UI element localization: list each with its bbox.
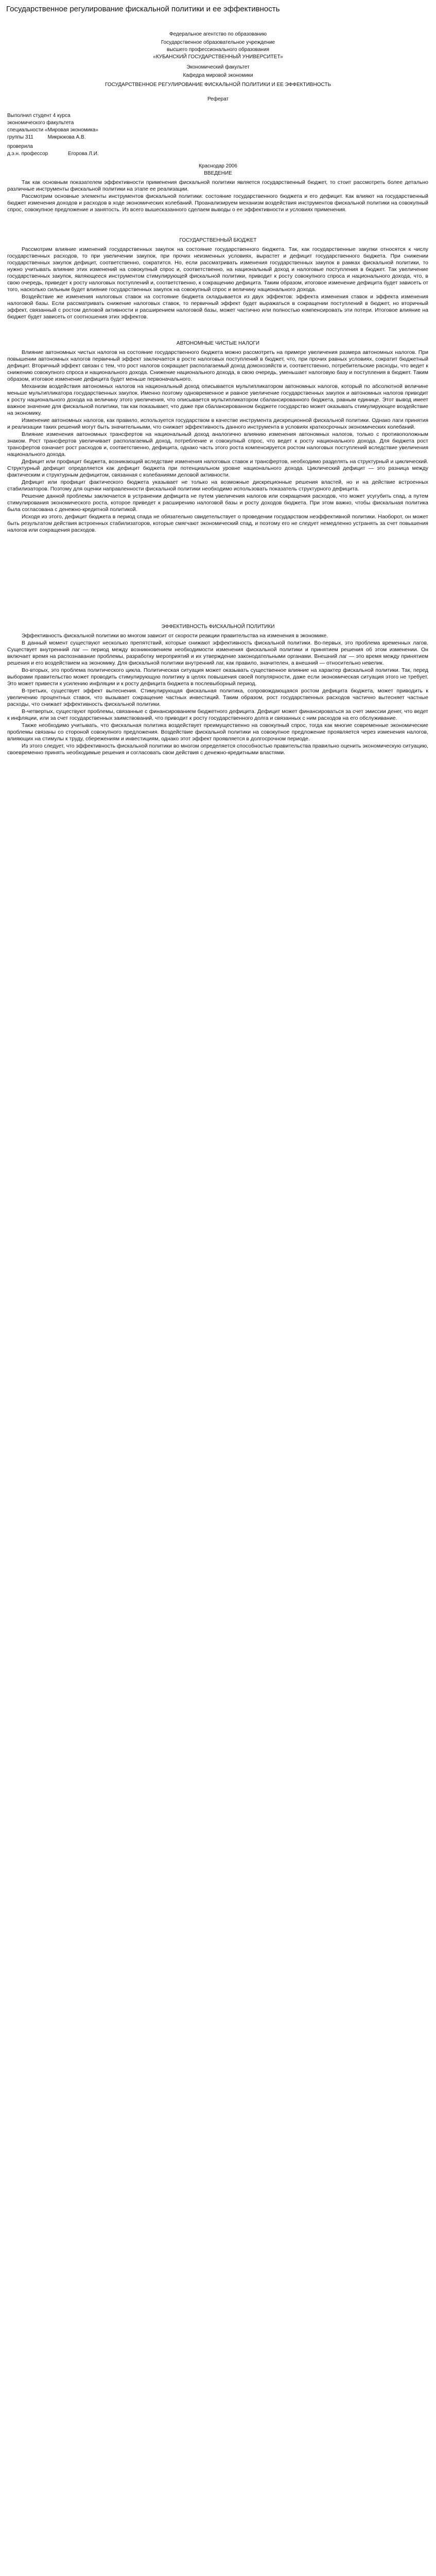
auto-taxes-section: [7, 349, 428, 534]
student-faculty-line: экономического факультета: [7, 120, 74, 126]
institution-line-2: высшего профессионального образования: [167, 47, 269, 53]
efficiency-paragraph: В-четвертых, существуют проблемы, связанные с финансированием бюджетного дефицита. Дефицит может финансироваться за счет эмиссии денег, что ведет к инфляции, или за счет государственных заимствований, что приводит к росту государственного долга и связанных с ним расходов на его обслуживание.: [7, 708, 428, 721]
checked-by-line: проверила: [7, 144, 33, 149]
ministry-line: Федеральное агентство по образованию: [169, 31, 267, 37]
budget-section: [7, 246, 428, 321]
group-student-line: группы 311 Микрюкова А.В.: [7, 134, 86, 140]
auto-taxes-paragraph: Дефицит или профицит бюджета, возникающий вследствие изменения налоговых ставок и трансфертов, необходимо разделять на структурный и циклический. Структурный дефицит определяется как дефицит бюджета при потенциальном уровне национального дохода. Циклический дефицит — это разница между фактическим и структурным дефицитом, связанная с колебаниями деловой активности.: [7, 459, 428, 478]
work-type-line: Реферат: [207, 96, 229, 102]
efficiency-paragraph: Также необходимо учитывать, что фискальная политика воздействует преимущественно на совокупный спрос, тогда как многие современные экономические проблемы связаны со стороной совокупного предложения. Воздействие фискальной политики на совокупное предложение проявляется через изменения налогов, влияющих на стимулы к труду, сбережениям и инвестициям, однако этот эффект проявляется в долгосрочном периоде.: [7, 722, 428, 742]
auto-taxes-paragraph: Дефицит или профицит фактического бюджета указывает не только на возможные дискреционные решения властей, но и на действие встроенных стабилизаторов. Поэтому для оценки направленности фискальной политики необходимо использовать показатель структурного дефицита.: [7, 479, 428, 492]
efficiency-paragraph: В данный момент существуют несколько препятствий, которые снижают эффективность фискальной политики. Во-первых, это проблема временных лагов. Существует внутренний лаг — период между возникновением необходимости изменения фискальной политики и принятием решения об этом изменении. Он включает время на распознавание проблемы, разработку мероприятий и их утверждение законодательными органами. Внешний лаг — это время между принятием решения и его воздействием на экономику. Для фискальной политики внутренний лаг, как правило, значителен, а внешний — относительно невелик.: [7, 640, 428, 666]
auto-taxes-paragraph: Влияние изменения автономных трансфертов на национальный доход аналогично влиянию изменения автономных налогов, только с противоположным знаком. Рост трансфертов увеличивает располагаемый доход, потребление и совокупный спрос, что ведет к росту национального дохода. Для бюджета рост трансфертов означает рост расходов и, соответственно, дефицита, однако часть этого роста компенсируется ростом налоговых поступлений вследствие увеличения национального дохода.: [7, 431, 428, 457]
city-year-line: Краснодар 2006: [199, 163, 237, 169]
faculty-line: Экономический факультет: [186, 64, 250, 70]
reviewer-line: д.э.н. профессор Егорова Л.И.: [7, 151, 99, 157]
budget-paragraph: Рассмотрим влияние изменений государственных закупок на состояние государственного бюджета. Так, как государственные закупки относятся к числу государственных расходов, то при увеличении закупок, при прочих неизменных условиях, вырастет и дефицит государственного бюджета. При снижении государственных закупок дефицит, соответственно, сократится. Но, если рассматривать изменения государственных закупок в рамках фискальной политики, то нужно учитывать влияние этих изменений на совокупный спрос и, соответственно, на национальный доход и налоговые поступления в бюджет. Так увеличение государственных закупок, являющееся инструментом стимулирующей фискальной политики, приводит к росту совокупного спроса и национального дохода, что, в свою очередь, приведет к росту налоговых поступлений и, соответственно, к сокращению дефицита. Таким образом, итоговое изменение дефицита будет зависеть от того, насколько сильным будет влияние государственных закупок на совокупный спрос и величину национального дохода.: [7, 246, 428, 293]
auto-taxes-paragraph: Исходя из этого, дефицит бюджета в период спада не обязательно свидетельствует о проведении государством неэффективной политики. Наоборот, он может быть результатом действия встроенных стабилизаторов, которые смягчают экономический спад, и поэтому его не следует немедленно устранять за счет повышения налогов или сокращения расходов.: [7, 514, 428, 533]
institution-line-1: Государственное образовательное учреждение: [161, 40, 275, 45]
auto-taxes-heading: АВТОНОМНЫЕ ЧИСТЫЕ НАЛОГИ: [176, 341, 260, 346]
efficiency-paragraph: Из этого следует, что эффективность фискальной политики во многом определяется способностью правительства правильно оценить экономическую ситуацию, своевременно принять необходимые решения и согласовать свои действия с денежно-кредитными властями.: [7, 743, 428, 756]
intro-paragraph: Рассмотрим основные элементы инструментов фискальной политики: состояние государственного бюджета и его дефицит. Как влияют на государственный бюджет изменения доходов и расходов в ходе экономических колебаний. Проанализируем механизм воздействия инструментов фискальной политики на совокупный спрос, совокупное предложение и занятость. Из всего вышесказанного сделаем выводы о ее эффективности и условиях применения.: [7, 193, 428, 213]
efficiency-section: [7, 633, 428, 757]
university-line: «КУБАНСКИЙ ГОСУДАРСТВЕННЫЙ УНИВЕРСИТЕТ»: [153, 54, 283, 60]
efficiency-paragraph: Эффективность фискальной политики во многом зависит от скорости реакции правительства на изменения в экономике.: [22, 633, 328, 639]
efficiency-paragraph: В-третьих, существует эффект вытеснения. Стимулирующая фискальная политика, сопровождающаяся ростом дефицита бюджета, может приводить к увеличению процентных ставок, что вызывает сокращение частных инвестиций. Таким образом, рост государственных расходов частично вытесняет частные расходы, что снижает эффективность фискальной политики.: [7, 688, 428, 707]
auto-taxes-paragraph: Механизм воздействия автономных налогов на национальный доход описывается мультипликатором автономных налогов, который по абсолютной величине меньше мультипликатора государственных закупок. Именно поэтому одновременное и равное увеличение государственных закупок и автономных налогов приводит к росту национального дохода на величину этого увеличения, что описывается мультипликатором сбалансированного бюджета, равным единице. Этот вывод имеет важное значение для фискальной политики, так как показывает, что даже при сбалансированном бюджете государство может оказывать стимулирующее воздействие на экономику.: [7, 383, 428, 416]
intro-section: [7, 179, 428, 214]
performed-by-line: Выполнил студент 4 курса: [7, 113, 71, 118]
budget-heading: ГОСУДАРСТВЕННЫЙ БЮДЖЕТ: [179, 238, 257, 243]
page-title: Государственное регулирование фискальной политики и ее эффективность: [6, 5, 280, 13]
efficiency-paragraph: Во-вторых, это проблема политического цикла. Политическая ситуация может оказывать существенное влияние на характер фискальной политики. Так, перед выборами правительство может проводить стимулирующую политику в целях повышения своей популярности, даже если экономическая ситуация этого не требует. Это может привести к усилению инфляции и к росту дефицита бюджета в послевыборный период.: [7, 667, 428, 687]
topic-line: ГОСУДАРСТВЕННОЕ РЕГУЛИРОВАНИЕ ФИСКАЛЬНОЙ ПОЛИТИКИ И ЕЕ ЭФФЕКТИВНОСТЬ: [104, 82, 332, 88]
auto-taxes-paragraph: Влияние автономных чистых налогов на состояние государственного бюджета можно рассмотреть на примере увеличения размера автономных налогов. При повышении автономных налогов первичный эффект заключается в росте налоговых поступлений в бюджет, что, при прочих равных условиях, сократит бюджетный дефицит. Вторичный эффект связан с тем, что рост налогов сокращает располагаемый доход домохозяйств и, соответственно, потребительские расходы, что ведет к снижению совокупного спроса и национального дохода. Снижение национального дохода, в свою очередь, уменьшает налоговую базу и поступления в бюджет. Таким образом, итоговое изменение дефицита будет меньше первоначального.: [7, 349, 428, 382]
specialty-line: специальности «Мировая экономика»: [7, 127, 98, 133]
intro-heading: ВВЕДЕНИЕ: [204, 171, 232, 176]
auto-taxes-paragraph: Решение данной проблемы заключается в устранении дефицита не путем увеличения налогов или сокращения расходов, что может усугубить спад, а путем стимулирования экономического роста, которое приведет к расширению налоговой базы и росту доходов бюджета. При этом важно, чтобы фискальная политика была согласована с денежно-кредитной политикой.: [7, 493, 428, 513]
efficiency-heading: ЭФФЕКТИВНОСТЬ ФИСКАЛЬНОЙ ПОЛИТИКИ: [161, 624, 275, 630]
intro-paragraph: Так как основным показателем эффективности применения фискальной политики является государственный бюджет, то стоит рассмотреть более детально различные инструменты фискальной политики на этапе ее реализации.: [7, 179, 428, 192]
department-line: Кафедра мировой экономики: [183, 73, 253, 78]
auto-taxes-paragraph: Изменение автономных налогов, как правило, используется государством в качестве инструмента дискреционной фискальной политики. Однако лаги принятия и реализации таких решений могут быть значительными, что снижает эффективность данного инструмента в условиях краткосрочных экономических колебаний.: [7, 417, 428, 430]
budget-paragraph: Воздействие же изменения налоговых ставок на состояние бюджета складывается из двух эффектов: эффекта изменения ставок и эффекта изменения налоговой базы. Если рассматривать снижение налоговых ставок, то первичный эффект будет выражаться в сокращении поступлений в бюджет, но вторичный эффект, связанный с ростом деловой активности и расширением налоговой базы, может частично или полностью компенсировать эти потери. Итоговое влияние на бюджет будет зависеть от соотношения этих эффектов.: [7, 294, 428, 320]
